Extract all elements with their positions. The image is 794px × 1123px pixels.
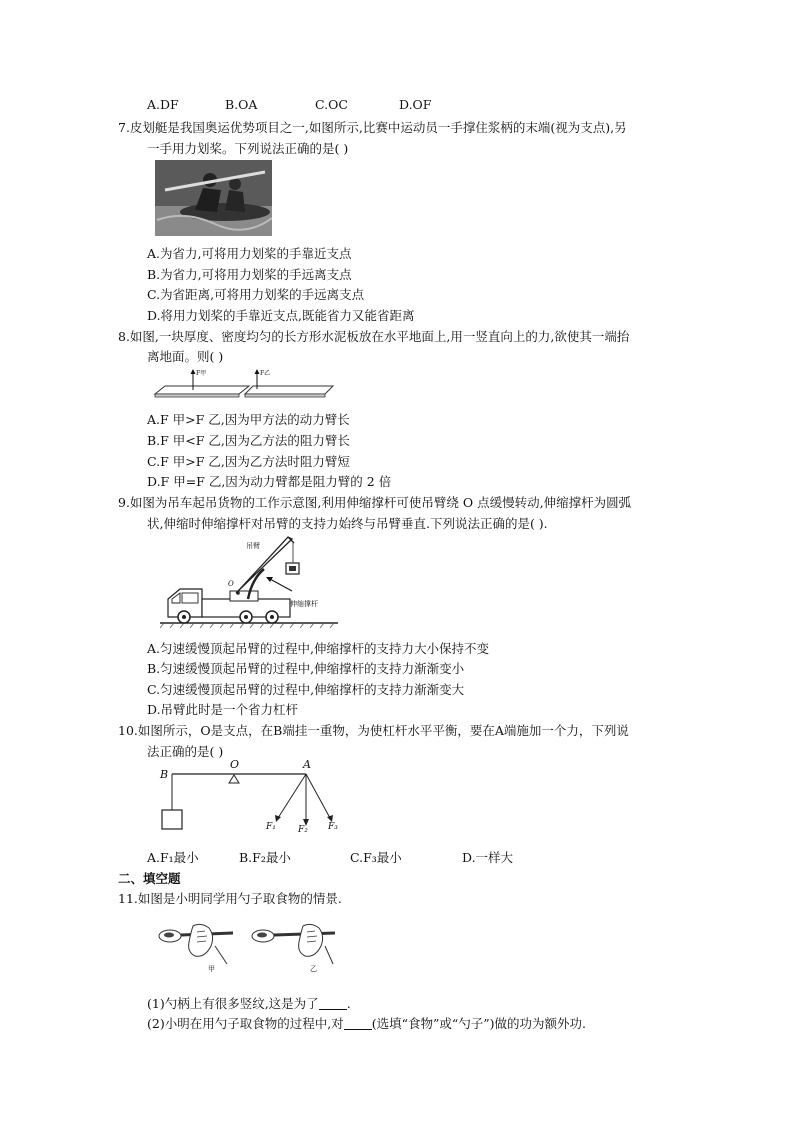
q9-option-b: B.匀速缓慢顶起吊臂的过程中,伸缩撑杆的支持力渐渐变小 — [147, 661, 465, 676]
q11-sub1-blank[interactable] — [319, 997, 347, 1010]
q10-label-f2: F₂ — [298, 825, 308, 835]
q11-sub2-blank[interactable] — [344, 1017, 372, 1030]
q10-label-a: A — [303, 758, 311, 771]
q6-option-c: C.OC — [315, 97, 348, 112]
q11-sub1-end: . — [346, 996, 351, 1011]
q7-stem-line2: 一手用力划桨。下列说法正确的是( ) — [147, 141, 349, 156]
q9-option-c: C.匀速缓慢顶起吊臂的过程中,伸缩撑杆的支持力渐渐变大 — [147, 682, 465, 697]
q11-sub2-end: (选填“食物”或“勺子”)做的功为额外功. — [371, 1016, 586, 1031]
q11-sub1 — [147, 994, 351, 1012]
q8-stem-line1: 8.如图,一块厚度、密度均匀的长方形水泥板放在水平地面上,用一竖直向上的力,欲使其一端抬 — [118, 329, 630, 344]
q11-sub2-text: (2)小明在用勺子取食物的过程中,对 — [147, 1016, 344, 1031]
q7-stem-line1: 7.皮划艇是我国奥运优势项目之一,如图所示,比赛中运动员一手撑住浆柄的末端(视为支点),另 — [118, 120, 627, 135]
q10-option-d: D.一样大 — [462, 850, 514, 865]
q11-label-yi: 乙 — [310, 965, 317, 973]
q10-label-f1: F₁ — [266, 822, 276, 832]
q6-option-d: D.OF — [399, 97, 432, 112]
q11-sub2 — [147, 1014, 586, 1032]
q7-option-d: D.将用力划桨的手靠近支点,既能省力又能省距离 — [147, 308, 415, 323]
q10-label-b: B — [160, 768, 169, 781]
q7-option-a: A.为省力,可将用力划桨的手靠近支点 — [147, 246, 352, 261]
q11-sub1-text: (1)勺柄上有很多竖纹,这是为了 — [147, 996, 319, 1011]
q10-stem-line1: 10.如图所示，O是支点，在B端挂一重物，为使杠杆水平平衡，要在A端施加一个力，下列说 — [118, 723, 629, 738]
q6-option-b: B.OA — [225, 97, 258, 112]
q9-stem-line1: 9.如图为吊车起吊货物的工作示意图,利用伸缩撑杆可使吊臂绕 O 点缓慢转动,伸缩撑杆为圆弧 — [118, 495, 632, 510]
q10-lever-diagram — [158, 758, 358, 840]
q7-option-c: C.为省距离,可将用力划桨的手远离支点 — [147, 287, 365, 302]
q8-stem-line2: 离地面。则( ) — [147, 349, 224, 364]
q8-label-f-jia: F甲 — [196, 370, 207, 377]
q7-kayak-photo — [155, 160, 272, 236]
q9-label-rod: 伸缩撑杆 — [290, 600, 318, 608]
q11-stem: 11.如图是小明同学用勺子取食物的情景. — [118, 891, 342, 906]
q8-slab-diagram — [153, 366, 335, 400]
q9-crane-diagram — [160, 533, 340, 629]
q10-stem-line2: 法正确的是( ) — [147, 744, 224, 759]
q10-option-a: A.F₁最小 — [147, 850, 199, 865]
q8-option-c: C.F 甲>F 乙,因为乙方法时阻力臂短 — [147, 454, 350, 469]
q10-option-c: C.F₃最小 — [350, 850, 402, 865]
q7-option-b: B.为省力,可将用力划桨的手远离支点 — [147, 267, 352, 282]
q10-label-o: O — [230, 758, 240, 771]
section-title-fill-blank: 二、填空题 — [118, 871, 181, 886]
q9-option-d: D.吊臂此时是一个省力杠杆 — [147, 702, 299, 717]
q10-option-b: B.F₂最小 — [239, 850, 291, 865]
q8-option-d: D.F 甲=F 乙,因为动力臂都是阻力臂的 2 倍 — [147, 474, 392, 489]
q8-option-a: A.F 甲>F 乙,因为甲方法的动力臂长 — [147, 412, 350, 427]
q9-option-a: A.匀速缓慢顶起吊臂的过程中,伸缩撑杆的支持力大小保持不变 — [147, 641, 489, 656]
q9-label-pivot: O — [228, 580, 234, 588]
q9-stem-line2: 状,伸缩时伸缩撑杆对吊臂的支持力始终与吊臂垂直.下列说法正确的是( ). — [147, 516, 548, 531]
q8-label-f-yi: F乙 — [260, 370, 271, 377]
q10-label-f3: F₃ — [328, 822, 338, 832]
q11-label-jia: 甲 — [208, 965, 215, 973]
q8-option-b: B.F 甲<F 乙,因为乙方法的阻力臂长 — [147, 433, 350, 448]
q9-label-arm: 吊臂 — [246, 542, 260, 550]
q6-option-a: A.DF — [147, 97, 179, 112]
q11-spoon-diagram — [155, 918, 345, 976]
